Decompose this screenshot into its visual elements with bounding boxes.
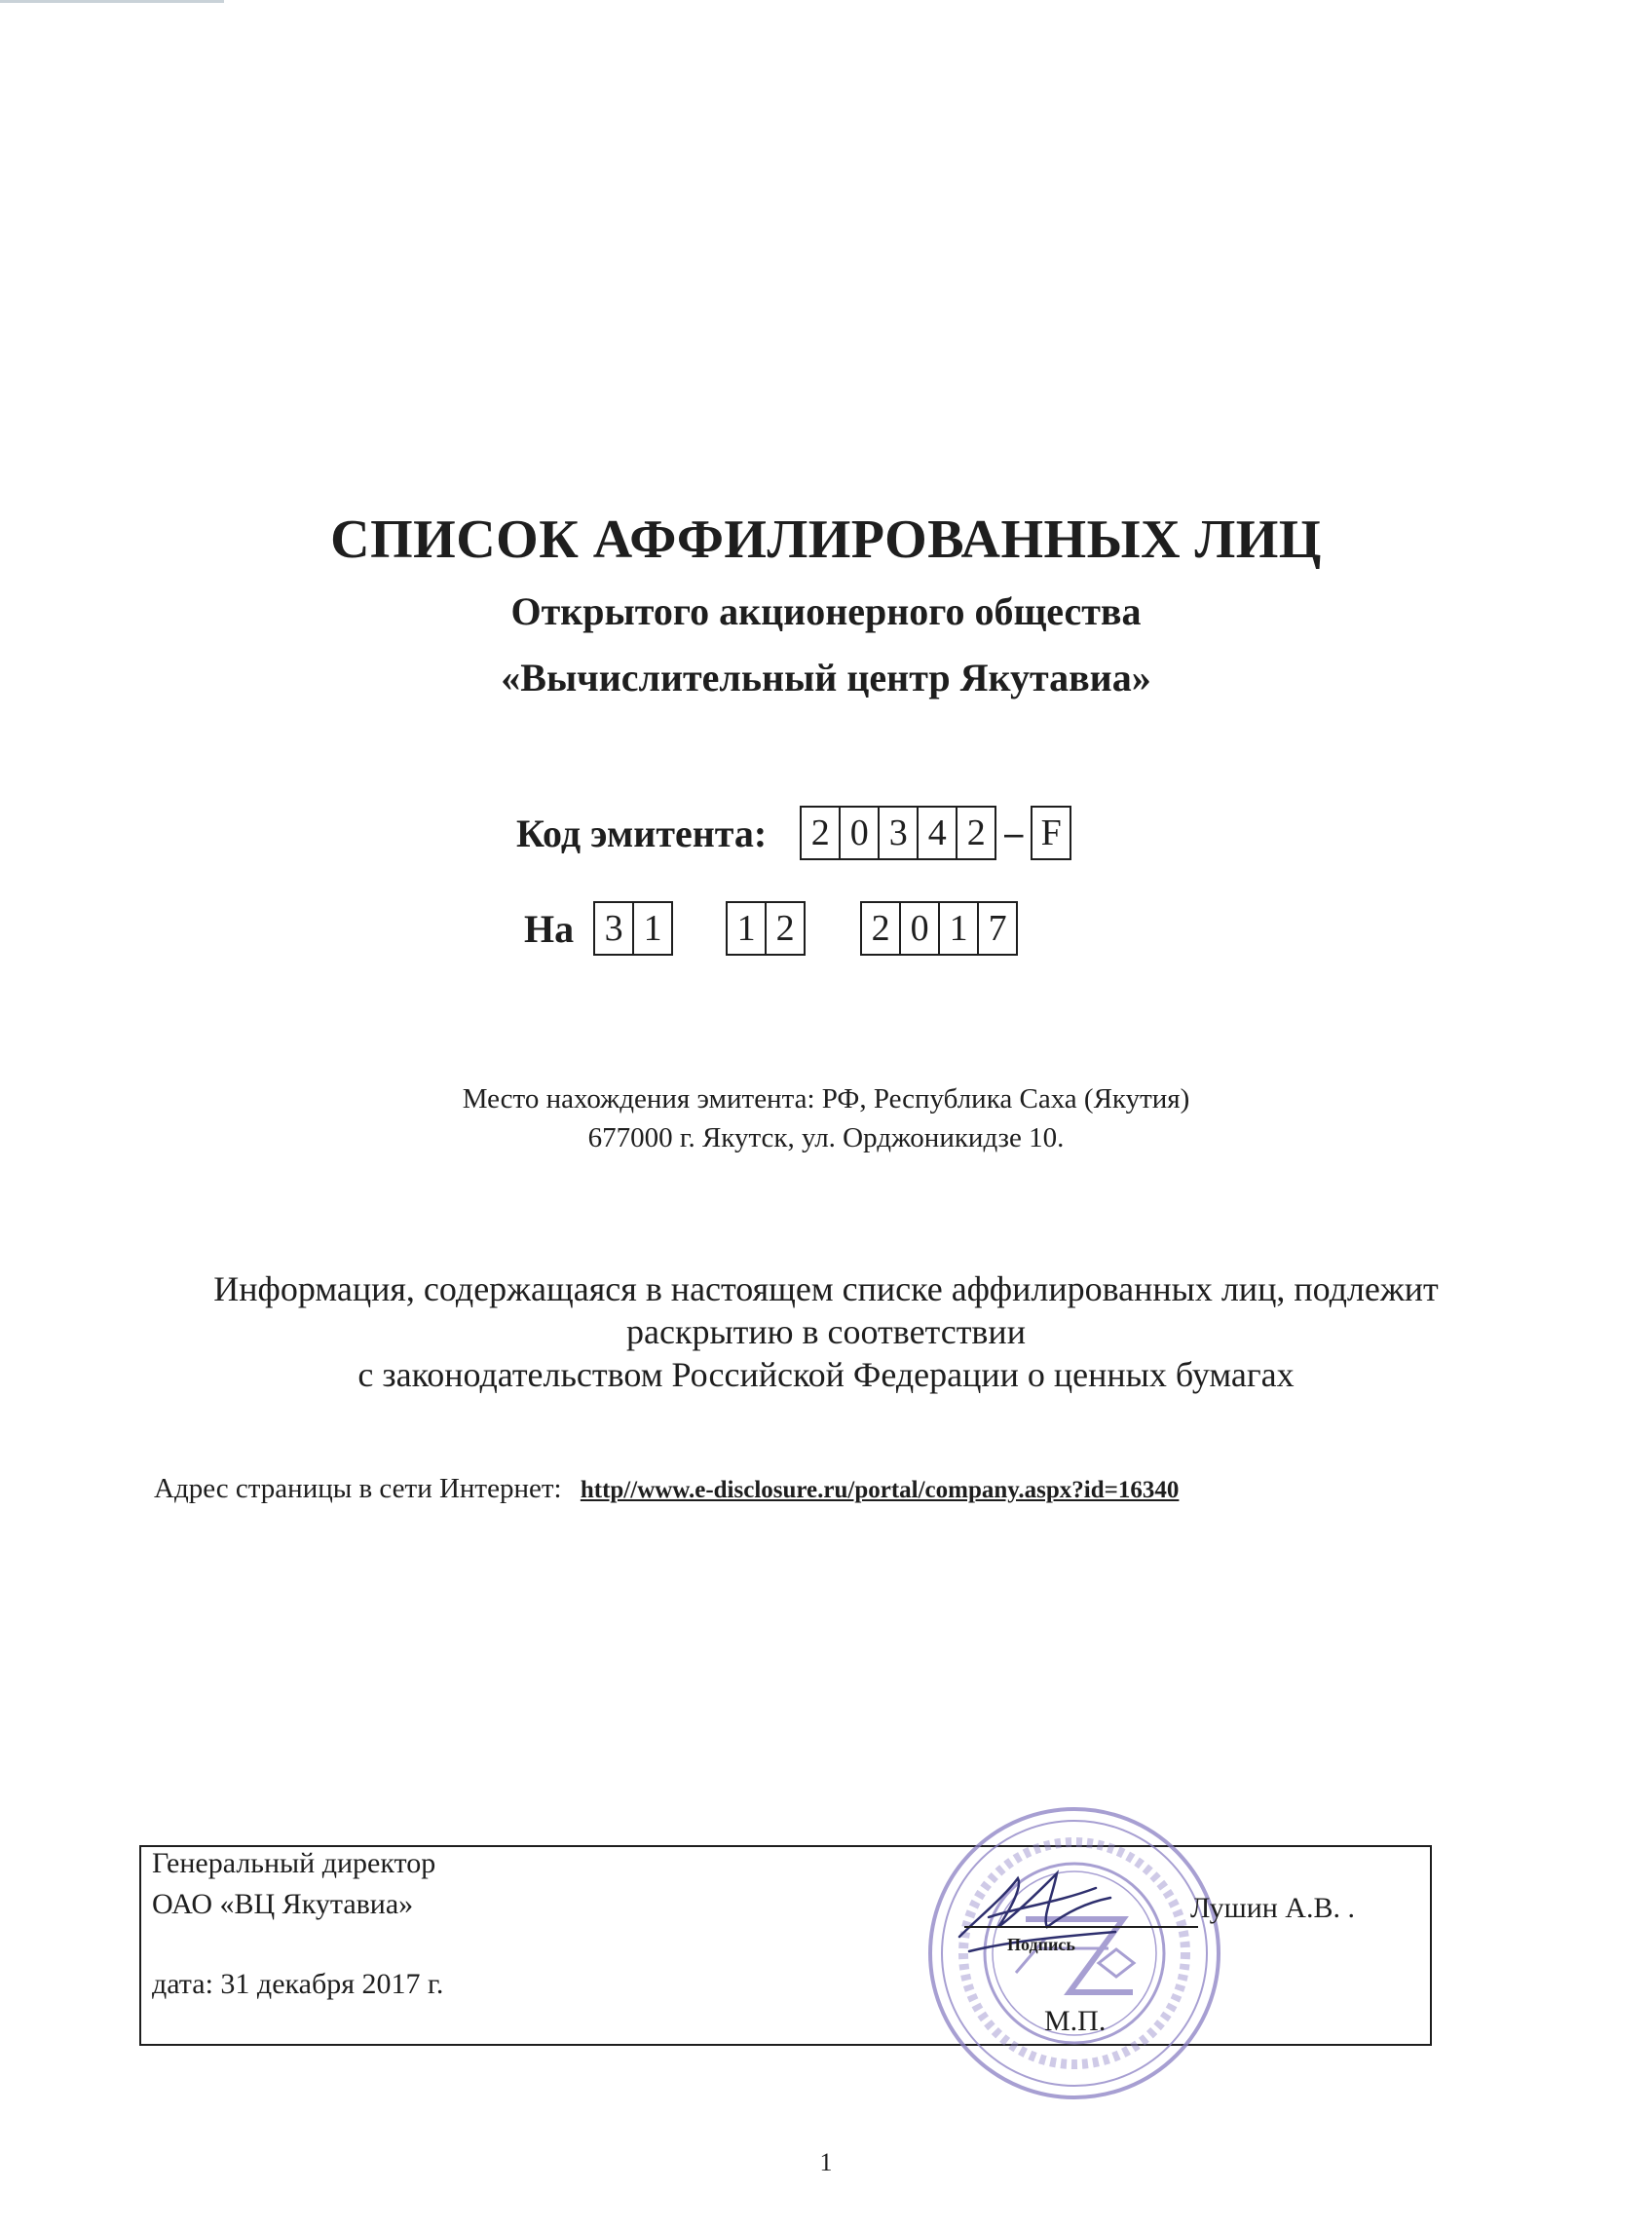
seal-place-mark: М.П. (1044, 2005, 1107, 2037)
report-date-row (524, 902, 1018, 955)
code-digit-box: 3 (878, 808, 917, 858)
date-year-boxes (860, 901, 1018, 956)
signature-line (964, 1926, 1198, 1928)
disclosure-note-line3: с законодательством Российской Федерации о ценных бумагах (357, 1355, 1295, 1394)
company-name: «Вычислительный центр Якутавиа» (501, 656, 1151, 699)
company-type: Открытого акционерного общества (510, 589, 1142, 633)
issuer-location-line2: 677000 г. Якутск, ул. Орджоникидзе 10. (587, 1122, 1065, 1153)
signer-position: Генеральный директор (152, 1847, 436, 1879)
date-digit-box: 1 (736, 908, 756, 949)
issuer-code-suffix (1031, 806, 1071, 860)
date-digit-box: 2 (765, 903, 804, 954)
code-suffix-box: F (1040, 812, 1062, 853)
web-address-label: Адрес страницы в сети Интернет: (154, 1473, 562, 1504)
report-date-label: На (524, 906, 575, 951)
disclosure-note-line2: раскрытию в соответствии (626, 1312, 1026, 1351)
code-separator: – (1004, 812, 1024, 853)
code-digit-box: 2 (956, 808, 995, 858)
date-digit-box: 1 (632, 903, 671, 954)
date-digit-box: 2 (871, 908, 890, 949)
signature-date: дата: 31 декабря 2017 г. (152, 1968, 444, 2000)
document-title: СПИСОК АФФИЛИРОВАННЫХ ЛИЦ (330, 510, 1322, 570)
issuer-code-label: Код эмитента: (516, 811, 768, 855)
issuer-code-row (516, 807, 1071, 859)
date-day-boxes (593, 901, 673, 956)
issuer-code-digits (800, 806, 996, 860)
signature-caption: Подпись (1007, 1935, 1075, 1954)
issuer-location-line1: Место нахождения эмитента: РФ, Республика Саха (Якутия) (462, 1083, 1190, 1114)
date-digit-box: 3 (604, 908, 623, 949)
disclosure-note-line1: Информация, содержащаяся в настоящем списке аффилированных лиц, подлежит (213, 1269, 1439, 1308)
date-digit-box: 1 (938, 903, 977, 954)
date-digit-box: 7 (977, 903, 1016, 954)
scan-edge-mark (0, 0, 224, 3)
signer-name: Лушин А.В. . (1190, 1892, 1355, 1924)
code-digit-box: 0 (839, 808, 878, 858)
date-digit-box: 0 (899, 903, 938, 954)
web-address-row (154, 1473, 1179, 1505)
signer-organization: ОАО «ВЦ Якутавиа» (152, 1888, 414, 1920)
page-number: 1 (819, 2148, 833, 2176)
date-month-boxes (726, 901, 806, 956)
code-digit-box: 2 (810, 812, 830, 853)
web-address-link[interactable]: http//www.e-disclosure.ru/portal/company.aspx?id=16340 (580, 1477, 1180, 1503)
code-digit-box: 4 (917, 808, 956, 858)
